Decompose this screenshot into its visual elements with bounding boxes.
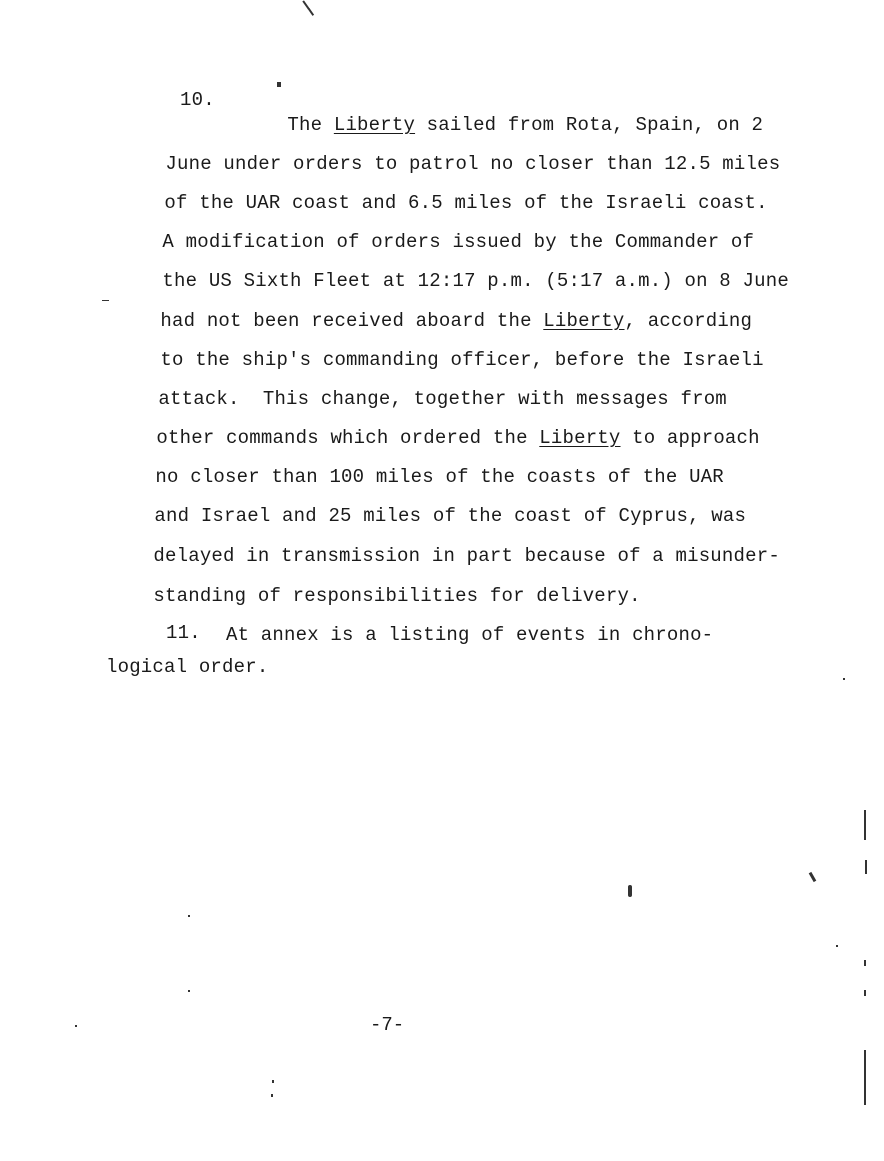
scan-mark [102, 300, 109, 301]
paragraph-11-number: 11. [166, 622, 201, 644]
paragraph-10-line-9: other commands which ordered the Liberty to approach [156, 427, 760, 449]
page-number: -7- [370, 1014, 405, 1036]
scan-mark [277, 82, 281, 87]
scan-mark [809, 872, 817, 882]
scan-mark [75, 1025, 77, 1027]
scan-mark [864, 960, 866, 966]
scan-mark [188, 915, 190, 917]
paragraph-10-number: 10. [180, 89, 215, 111]
paragraph-11-line-2: logical order. [106, 656, 269, 678]
paragraph-10-line-12: delayed in transmission in part because of a misunder- [153, 545, 780, 567]
paragraph-10-line-2: June under orders to patrol no closer than 12.5 miles [165, 153, 781, 175]
scan-mark [843, 678, 845, 680]
paragraph-10-line-1: The Liberty sailed from Rota, Spain, on 2 [287, 114, 764, 136]
paragraph-10-line-4: A modification of orders issued by the Commander of [162, 231, 755, 253]
paragraph-10-line-8: attack. This change, together with messages from [158, 388, 727, 410]
scan-mark [271, 1094, 273, 1097]
liberty-underlined: Liberty [539, 427, 621, 449]
liberty-underlined: Liberty [333, 114, 416, 136]
scan-mark [628, 885, 632, 897]
scan-mark [864, 1050, 866, 1105]
paragraph-10-line-13: standing of responsibilities for delivery. [153, 585, 641, 607]
scan-mark [864, 990, 866, 996]
scan-mark [272, 1080, 274, 1083]
paragraph-10-line-5: the US Sixth Fleet at 12:17 p.m. (5:17 a.m.) on 8 June [162, 270, 789, 292]
paragraph-10-line-6: had not been received aboard the Liberty, according [160, 310, 753, 332]
scan-mark [188, 990, 190, 992]
paragraph-10-line-11: and Israel and 25 miles of the coast of Cyprus, was [154, 505, 747, 527]
paragraph-10-line-7: to the ship's commanding officer, before the Israeli [160, 349, 764, 371]
scan-mark [865, 860, 867, 874]
paragraph-10-line-3: of the UAR coast and 6.5 miles of the Israeli coast. [164, 192, 768, 214]
liberty-underlined: Liberty [543, 310, 625, 332]
paragraph-10-line-10: no closer than 100 miles of the coasts of the UAR [155, 466, 724, 488]
scan-mark [864, 810, 866, 840]
paragraph-11-line-1: At annex is a listing of events in chrono- [226, 624, 714, 646]
scan-mark [836, 945, 838, 947]
scan-mark [308, 8, 314, 16]
